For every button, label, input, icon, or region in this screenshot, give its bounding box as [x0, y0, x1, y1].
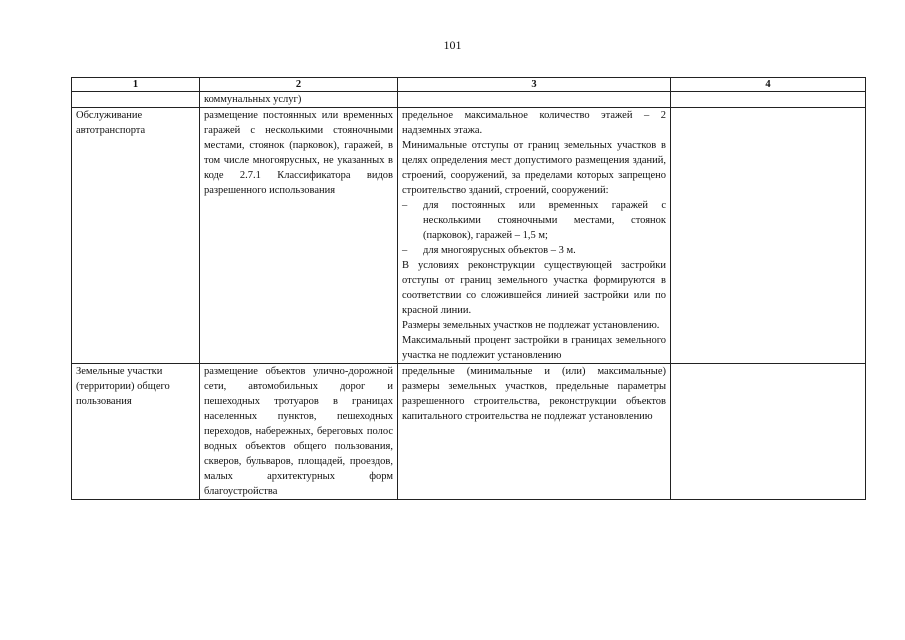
plot-size-text: Размеры земельных участков не подлежат установлению. — [402, 320, 660, 331]
table-row-autoservice — [72, 108, 866, 364]
cell-continuation-col4 — [671, 92, 866, 108]
land-use-table — [71, 77, 866, 500]
cell-parameters — [398, 108, 671, 364]
column-header-1: 1 — [72, 78, 200, 92]
cell-continuation-col3 — [398, 92, 671, 108]
cell-parameters: предельные (минимальные и (или) максимальные) размеры земельных участков, предельные параметры разрешенного строительства, реконструкции объектов капитального строительства не подлежат установлению — [398, 364, 671, 500]
column-header-2: 2 — [200, 78, 398, 92]
cell-col4 — [671, 364, 866, 500]
cell-use-type: Обслуживание автотранспорта — [72, 108, 200, 364]
table-row-continuation — [72, 92, 866, 108]
setbacks-list — [402, 198, 666, 258]
column-header-3: 3 — [398, 78, 671, 92]
cell-continuation-col2: коммунальных услуг) — [200, 92, 398, 108]
max-floors-text: предельное максимальное количество этажей – 2 надземных этажа. — [402, 110, 666, 136]
build-percent-text: Максимальный процент застройки в границах земельного участка не подлежит установлению — [402, 335, 666, 361]
column-header-4: 4 — [671, 78, 866, 92]
list-item — [402, 243, 666, 258]
list-item — [402, 198, 666, 243]
cell-use-type: Земельные участки (территории) общего пользования — [72, 364, 200, 500]
dash-marker: – — [402, 245, 408, 256]
list-item-text: для многоярусных объектов – 3 м. — [423, 245, 576, 256]
page-number: 101 — [443, 38, 462, 52]
reconstruction-text: В условиях реконструкции существующей застройки отступы от границ земельного участка формируются в соответствии со сложившейся линией застройки или по красной линии. — [402, 260, 666, 316]
setbacks-text: Минимальные отступы от границ земельных участков в целях определения мест допустимого размещения зданий, строений, сооружений, за пределами которых запрещено строительство зданий, строений, сооружений: — [402, 140, 666, 196]
cell-use-description: размещение объектов улично-дорожной сети, автомобильных дорог и пешеходных тротуаров в границах населенных пунктов, пешеходных переходов, набережных, береговых полос водных объектов общего пользования, скверов, бульваров, площадей, проездов, малых архитектурных форм благоустройства — [200, 364, 398, 500]
table-header-row — [72, 78, 866, 92]
cell-col4 — [671, 108, 866, 364]
list-item-text: для постоянных или временных гаражей с несколькими стояночными местами, стоянок (парковок), гаражей – 1,5 м; — [423, 200, 666, 241]
dash-marker: – — [402, 200, 408, 211]
table-row-public-land — [72, 364, 866, 500]
cell-use-description: размещение постоянных или временных гаражей с несколькими стояночными местами, стоянок (парковок), гаражей, в том числе многоярусных, не указанных в коде 2.7.1 Классификатора видов разрешенного использования — [200, 108, 398, 364]
cell-continuation-col1 — [72, 92, 200, 108]
